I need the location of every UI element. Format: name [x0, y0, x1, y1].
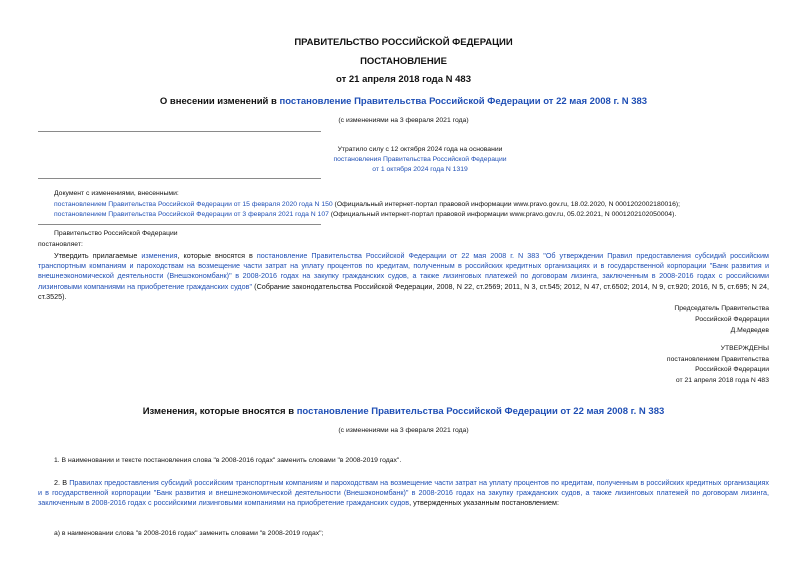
- approval-line: Российской Федерации: [695, 366, 769, 374]
- changes-title: [0, 406, 807, 417]
- amendments-block: [54, 189, 774, 221]
- change-item-2: [38, 478, 769, 509]
- approval-line: от 21 апреля 2018 года N 483: [675, 376, 769, 384]
- government-name: ПРАВИТЕЛЬСТВО РОССИЙСКОЙ ФЕДЕРАЦИИ: [294, 37, 513, 48]
- amendment-link[interactable]: постановлением Правительства Российской Федерации от 3 февраля 2021 года N 107: [54, 211, 329, 218]
- body-government: Правительство Российской Федерации: [54, 230, 178, 237]
- amendment-item: [54, 200, 774, 211]
- approval-line: постановлением Правительства: [666, 355, 769, 363]
- document-type: ПОСТАНОВЛЕНИЕ: [360, 56, 447, 67]
- change-item-2-text: , утвержденных указанным постановлением:: [409, 498, 559, 508]
- signature-country: Российской Федерации: [695, 316, 769, 323]
- approval-block: [500, 344, 769, 386]
- body-decides: постановляет:: [38, 241, 83, 248]
- expired-notice-text: Утратило силу с 12 октября 2024 года на основании: [337, 146, 503, 153]
- body-paragraph: [38, 251, 769, 302]
- change-item-2a: а) в наименовании слова "в 2008-2016 годах" заменить словами "в 2008-2019 годах";: [54, 530, 324, 537]
- changes-title-link[interactable]: постановление Правительства Российской Федерации от 22 мая 2008 г. N 383: [296, 406, 665, 417]
- document-title: [0, 96, 807, 107]
- document-title-link[interactable]: постановление Правительства Российской Федерации от 22 мая 2008 г. N 383: [279, 96, 648, 107]
- document-title-prefix: О внесении изменений в: [159, 96, 280, 107]
- change-item-2-text: 2. В: [54, 478, 70, 487]
- amendments-intro: Документ с изменениями, внесенными:: [54, 190, 179, 197]
- signature-name: Д.Медведев: [730, 327, 769, 334]
- separator-line: [38, 131, 321, 132]
- body-text: , которые вносятся в: [177, 251, 257, 260]
- changes-edition-note: (с изменениями на 3 февраля 2021 года): [338, 427, 469, 434]
- amendment-item: [54, 210, 774, 221]
- edition-note: (с изменениями на 3 февраля 2021 года): [338, 117, 469, 124]
- body-text: (Собрание законодательства Российской Федерации, 2008, N 22, ст.2569; 2011, N 3, ст.545; 2012, N 47, ст.6502; 2014, N 9, ст.920; 2016, N 5, ст.695; N 24, ст.3525).: [38, 281, 769, 301]
- expired-notice-link-1[interactable]: постановления Правительства Российской Федерации: [333, 156, 507, 163]
- document-date-number: от 21 апреля 2018 года N 483: [336, 74, 471, 85]
- decree-link[interactable]: постановление Правительства Российской Федерации от 22 мая 2008 г. N 383 "Об утверждении Правил предоставления субсидий российским транспортным компаниям и пароходствам на возмещение части затрат на уплату процентов по кредитам, полученным в российских кредитных организациях и в государственной корпорации "Банк развития и внешнеэкономической деятельности (Внешэкономбанк)" в 2008-2016 годах на закупку гражданских судов, а также лизинговых платежей по договорам лизинга, заключенным в 2008-2016 годах с российскими лизинговыми компаниями на приобретение гражданских судов": [38, 251, 769, 291]
- body-text: Утвердить прилагаемые: [54, 251, 142, 260]
- expired-notice-link-2[interactable]: от 1 октября 2024 года N 1319: [372, 166, 468, 173]
- changes-link[interactable]: изменения: [141, 251, 178, 260]
- separator-line: [38, 224, 321, 225]
- amendment-text: (Официальный интернет-портал правовой информации www.pravo.gov.ru, 05.02.2021, N 0001202102050004).: [328, 211, 677, 218]
- changes-title-prefix: Изменения, которые вносятся в: [142, 406, 297, 417]
- amendment-text: (Официальный интернет-портал правовой информации www.pravo.gov.ru, 18.02.2020, N 0001202002180016);: [332, 200, 680, 208]
- signature-title: Председатель Правительства: [674, 305, 769, 312]
- approval-heading: УТВЕРЖДЕНЫ: [720, 345, 769, 352]
- expired-notice: [250, 145, 590, 175]
- amendment-link[interactable]: постановлением Правительства Российской Федерации от 15 февраля 2020 года N 150: [54, 200, 333, 208]
- separator-line: [38, 178, 321, 179]
- signature-block: [500, 303, 769, 336]
- rules-link[interactable]: Правилах предоставления субсидий российским транспортным компаниям и пароходствам на возмещение части затрат на уплату процентов по кредитам, полученным в российских кредитных организациях и в государственной корпорации "Банк развития и внешнеэкономической деятельности (Внешэкономбанк)" в 2008-2016 годах на закупку гражданских судов, а также лизинговых платежей по договорам лизинга, заключенным в 2008-2016 годах с российскими лизинговыми компаниями на приобретение гражданских судов: [38, 478, 769, 508]
- change-item-1: 1. В наименовании и тексте постановления слова "в 2008-2016 годах" заменить словами "в 2008-2019 годах".: [54, 457, 402, 464]
